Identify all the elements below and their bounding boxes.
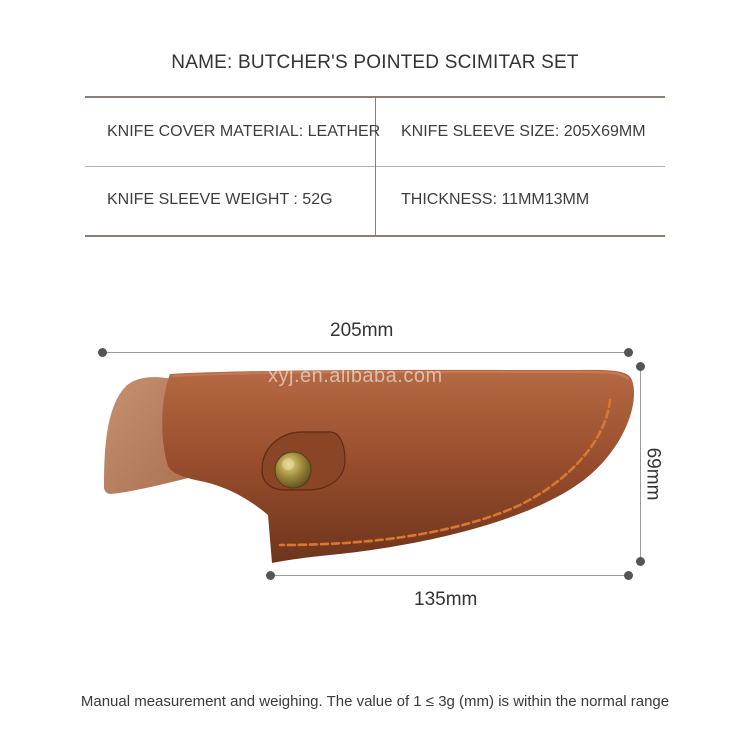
sheath-body <box>162 370 634 563</box>
snap-button <box>275 452 311 488</box>
spec-material: KNIFE COVER MATERIAL: LEATHER <box>107 123 381 140</box>
length-label: 205mm <box>330 320 394 341</box>
snap-button-highlight <box>282 458 294 470</box>
page-title: NAME: BUTCHER'S POINTED SCIMITAR SET <box>171 52 579 73</box>
watermark: xyj.en.alibaba.com <box>268 365 443 387</box>
blade-label: 135mm <box>414 589 478 610</box>
footnote: Manual measurement and weighing. The value of 1 ≤ 3g (mm) is within the normal range <box>80 693 670 710</box>
spec-weight: KNIFE SLEEVE WEIGHT : 52G <box>107 191 333 208</box>
spec-thickness: THICKNESS: 11MM13MM <box>401 191 590 208</box>
spec-size: KNIFE SLEEVE SIZE: 205X69MM <box>401 123 646 140</box>
height-label: 69mm <box>642 447 664 501</box>
